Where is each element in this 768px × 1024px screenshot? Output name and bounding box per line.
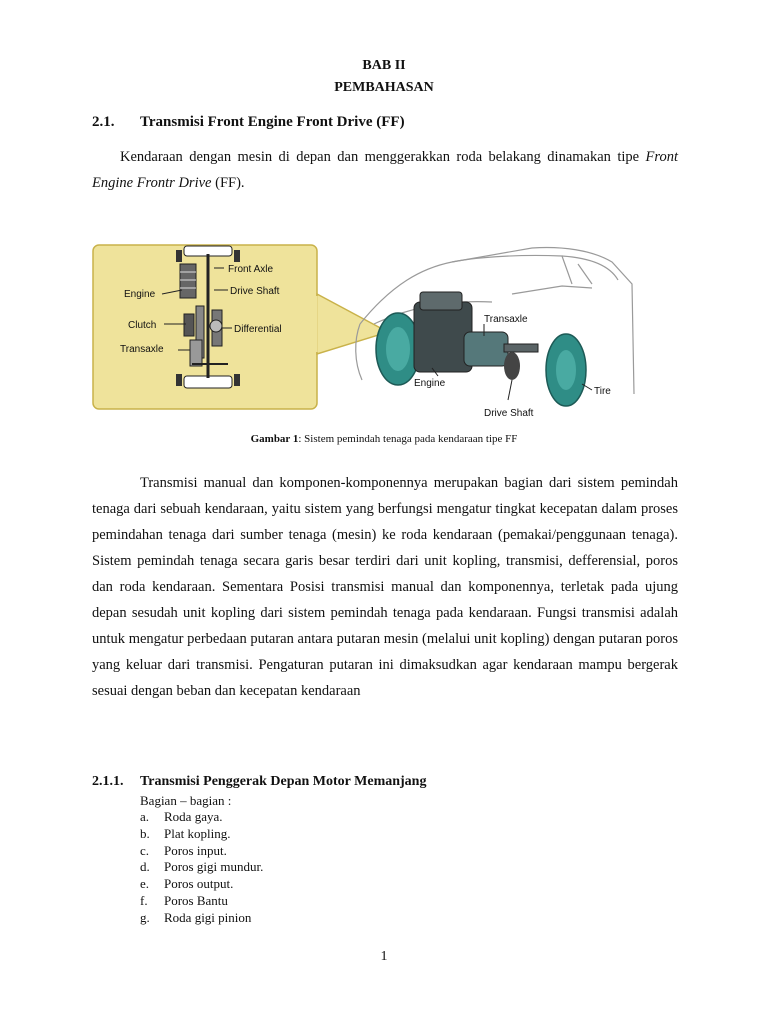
intro-italic-term: Front Engine Frontr Drive (92, 149, 678, 191)
drivetrain-figure (92, 244, 636, 419)
intro-text: Kendaraan dengan mesin di depan dan menggerakkan roda belakang dinamakan tipe (120, 149, 646, 165)
body-paragraph-text: Transmisi manual dan komponen-komponennya merupakan bagian dari sistem pemindah tenaga dari sebuah kendaraan, yaitu sistem yang berfungsi mengatur tingkat kecepatan dalam proses pemindahan tenaga dari sumber tenaga (mesin) ke roda kendaraan (pemakai/penggunaan tenaga). Sistem pemindah tenaga secara garis besar terdiri dari unit kopling, transmisi, defferensial, poros dan roda kendaraan. Sementara Posisi transmisi manual dan komponennya, terletak pada ujung depan sesudah unit kopling dari sistem pemindah tenaga pada kendaraan. Fungsi transmisi adalah untuk mengatur perbedaan putaran antara putaran mesin (melalui unit kopling) dengan putaran poros yang keluar dari transmisi. Pengaturan putaran ini dimaksudkan agar kendaraan mampu bergerak sesuai dengan beban dan kecepatan kendaraan (92, 475, 678, 699)
label-drive-shaft-right: Drive Shaft (484, 408, 534, 419)
label-drive-shaft-left: Drive Shaft (230, 286, 280, 297)
list-item: e. Poros output. (140, 876, 234, 892)
body-paragraph (92, 470, 678, 704)
drivetrain-components (376, 292, 586, 406)
section-number: 2.1. (92, 114, 115, 130)
list-item: c. Poros input. (140, 842, 227, 858)
section-title: Transmisi Front Engine Front Drive (FF) (140, 114, 405, 130)
parts-list (140, 809, 263, 927)
intro-suffix: (FF). (211, 175, 245, 191)
list-item: f. Poros Bantu (140, 892, 228, 908)
list-item: g. Roda gigi pinion (140, 909, 252, 925)
section-heading (92, 114, 405, 131)
intro-paragraph (92, 144, 678, 196)
subsection-number: 2.1.1. (92, 774, 124, 789)
label-engine-left: Engine (124, 289, 156, 300)
list-item: b. Plat kopling. (140, 825, 231, 841)
caption-text: : Sistem pemindah tenaga pada kendaraan tipe FF (298, 433, 518, 445)
subsection-heading (92, 774, 426, 790)
label-transaxle-right: Transaxle (484, 314, 528, 325)
label-tire: Tire (594, 386, 611, 397)
label-engine-right: Engine (414, 378, 446, 389)
label-transaxle-left: Transaxle (120, 344, 164, 355)
caption-label: Gambar 1 (250, 433, 299, 445)
page-number: 1 (380, 949, 388, 964)
list-item: d. Poros gigi mundur. (140, 859, 264, 875)
chapter-title: PEMBAHASAN (334, 80, 434, 95)
subsection-title: Transmisi Penggerak Depan Motor Memanjang (140, 774, 427, 789)
label-clutch: Clutch (128, 320, 157, 331)
chapter-number: BAB II (362, 58, 406, 73)
figure-caption (0, 433, 768, 445)
label-differential: Differential (234, 324, 282, 335)
label-front-axle: Front Axle (228, 264, 274, 275)
list-item: a. Roda gaya. (140, 809, 223, 824)
parts-intro: Bagian – bagian : (140, 793, 232, 808)
